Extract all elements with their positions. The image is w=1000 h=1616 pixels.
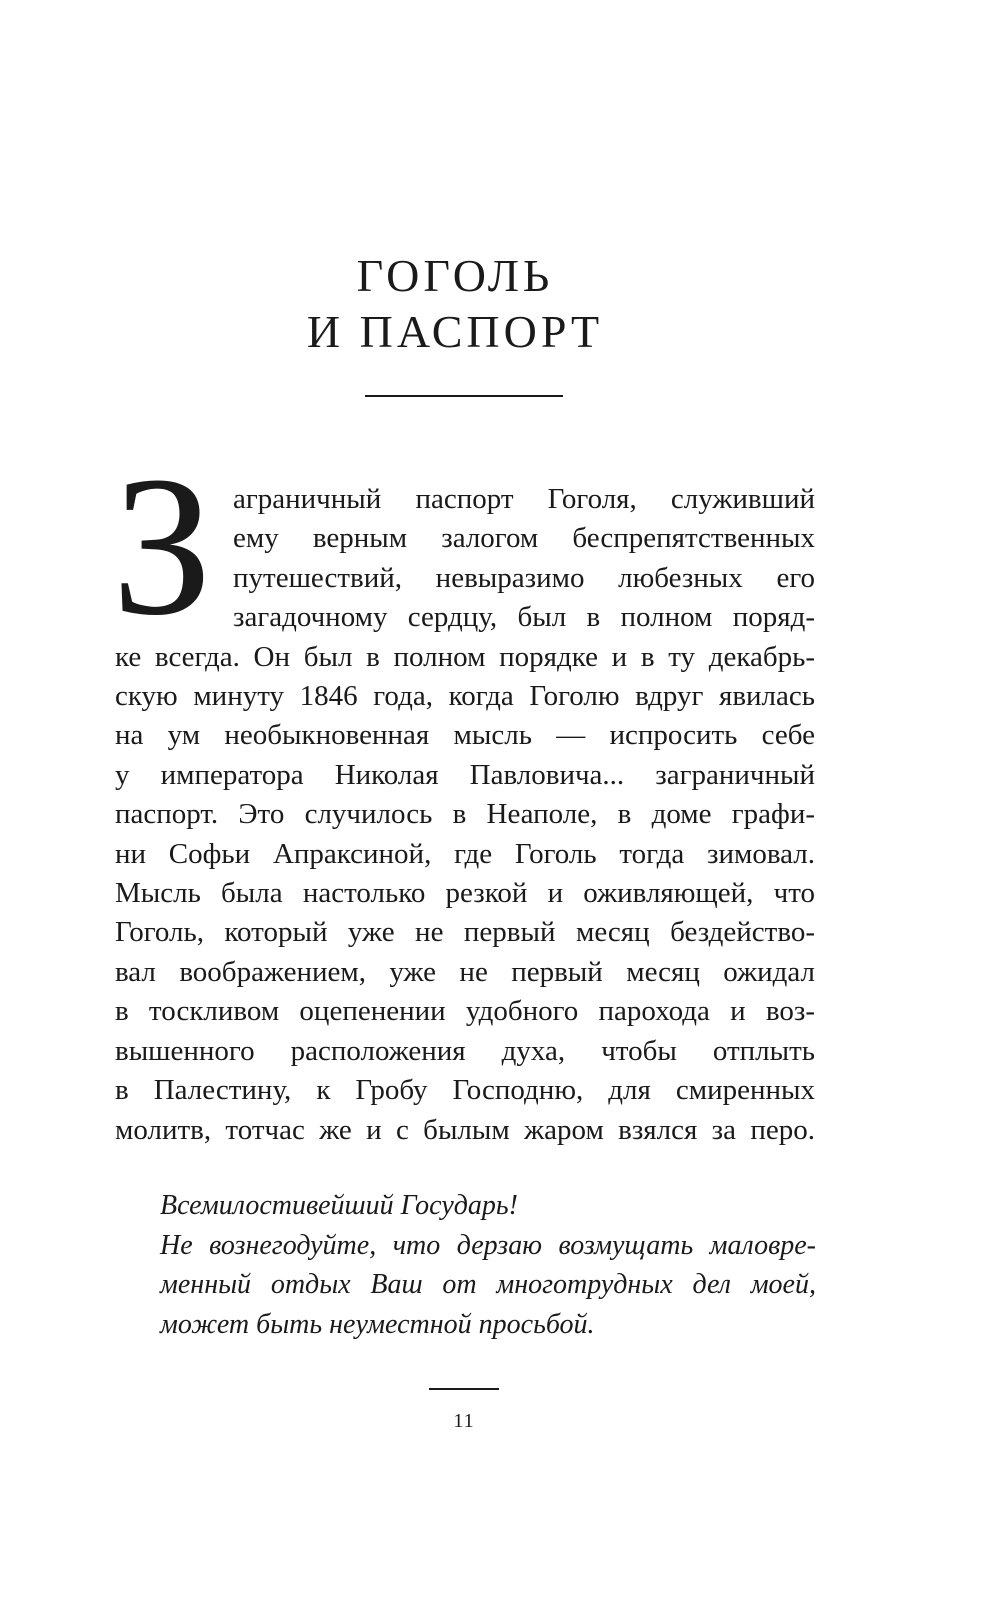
footer-divider (429, 1388, 499, 1390)
quoted-letter (160, 1186, 816, 1344)
letter-line: менный отдых Ваш от многотрудных дел моей, (160, 1269, 816, 1300)
body-line: в тоскливом оцепенении удобного парохода и воз- (115, 995, 815, 1028)
body-line: Мысль была настолько резкой и оживляющей, что (115, 877, 815, 910)
body-line: скую минуту 1846 года, когда Гоголю вдруг явилась (115, 680, 815, 713)
body-paragraph (115, 480, 815, 1150)
body-line: ему верным залогом беспрепятственных (233, 522, 815, 555)
body-line: в Палестину, к Гробу Господню, для смиренных (115, 1074, 815, 1107)
title-divider (365, 395, 563, 397)
body-line: паспорт. Это случилось в Неаполе, в доме графи- (115, 798, 815, 831)
chapter-title-line-2: И ПАСПОРТ (306, 306, 604, 357)
drop-cap: З (112, 436, 213, 657)
body-line: молитв, тотчас же и с былым жаром взялся за перо. (115, 1113, 815, 1146)
body-line: загадочному сердцу, был в полном поряд- (233, 601, 815, 634)
chapter-title-line-1: ГОГОЛЬ (356, 250, 554, 301)
body-line: Гоголь, который уже не первый месяц бездейство- (115, 916, 815, 949)
body-line: аграничный паспорт Гоголя, служивший (233, 483, 815, 515)
body-line: вал воображением, уже не первый месяц ожидал (115, 955, 815, 988)
letter-salutation: Всемилостивейший Государь! (160, 1190, 518, 1221)
body-line: путешествий, невыразимо любезных его (233, 561, 815, 594)
body-line: ке всегда. Он был в полном порядке и в ту декабрь- (115, 640, 815, 673)
body-line: у императора Николая Павловича... заграничный (115, 758, 815, 791)
chapter-title (0, 248, 910, 360)
body-line: ни Софьи Апраксиной, где Гоголь тогда зимовал. (115, 837, 815, 870)
letter-line: Не вознегодуйте, что дерзаю возмущать маловре- (160, 1229, 816, 1261)
body-line: на ум необыкновенная мысль — испросить себе (115, 719, 815, 752)
page-number: 11 (453, 1410, 475, 1432)
letter-line: может быть неуместной просьбой. (160, 1308, 595, 1340)
body-line: вышенного расположения духа, чтобы отплыть (115, 1034, 815, 1067)
